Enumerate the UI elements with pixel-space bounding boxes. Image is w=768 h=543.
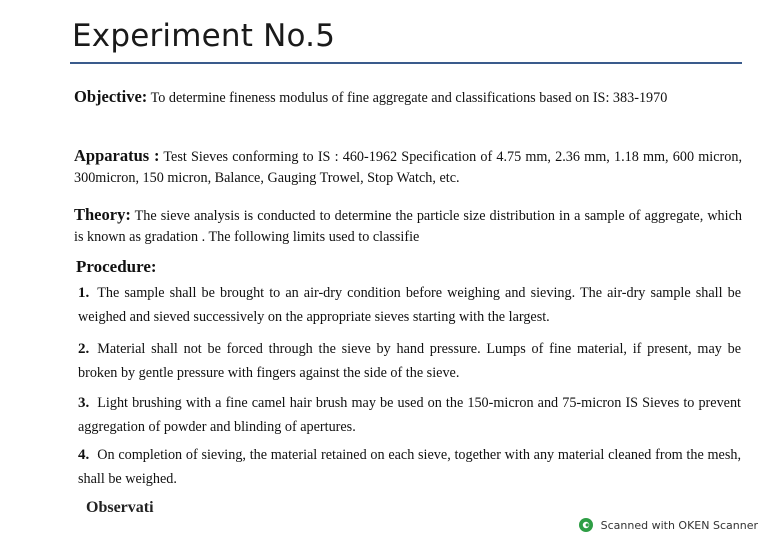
step-number: 4. (78, 447, 90, 463)
procedure-step (78, 337, 741, 385)
procedure-step (78, 391, 741, 439)
apparatus-section (74, 145, 742, 189)
cutoff-heading (86, 494, 156, 516)
procedure-heading: Procedure: (76, 257, 157, 276)
title-divider (70, 62, 742, 64)
step-text: Light brushing with a fine camel hair brush may be used on the 150-micron and 75-micron IS Sieves to prevent aggregation of powder and blinding of apertures. (78, 395, 741, 435)
apparatus-text: Test Sieves conforming to IS : 460-1962 Specification of 4.75 mm, 2.36 mm, 1.18 mm, 600 micron, 300micron, 150 micron, Balance, Gauging Trowel, Stop Watch, etc. (74, 149, 742, 186)
procedure-step (78, 281, 741, 329)
objective-section (74, 86, 742, 109)
theory-text: The sieve analysis is conducted to determine the particle size distribution in a sample of aggregate, which is known as gradation . The following limits used to classifie (74, 208, 742, 245)
scanner-watermark (578, 517, 758, 533)
theory-section (74, 204, 742, 248)
page-title: Experiment No.5 (72, 18, 336, 54)
step-number: 1. (78, 285, 90, 301)
oken-scanner-logo-icon (578, 517, 594, 533)
theory-label: Theory: (74, 205, 131, 224)
cutoff-text: Observati (86, 499, 154, 516)
objective-label: Objective: (74, 87, 148, 106)
step-number: 3. (78, 395, 90, 411)
step-number: 2. (78, 341, 90, 357)
objective-text: To determine fineness modulus of fine aggregate and classifications based on IS: 383-1970 (147, 90, 668, 106)
apparatus-label: Apparatus : (74, 146, 160, 165)
procedure-step (78, 443, 741, 491)
step-text: Material shall not be forced through the sieve by hand pressure. Lumps of fine material, if present, may be broken by gentle pressure with fingers against the side of the sieve. (78, 341, 741, 381)
step-text: On completion of sieving, the material retained on each sieve, together with any material cleaned from the mesh, shall be weighed. (78, 447, 741, 487)
watermark-text: Scanned with OKEN Scanner (600, 518, 758, 532)
step-text: The sample shall be brought to an air-dry condition before weighing and sieving. The air-dry sample shall be weighed and sieved successively on the appropriate sieves starting with the largest. (78, 285, 741, 325)
